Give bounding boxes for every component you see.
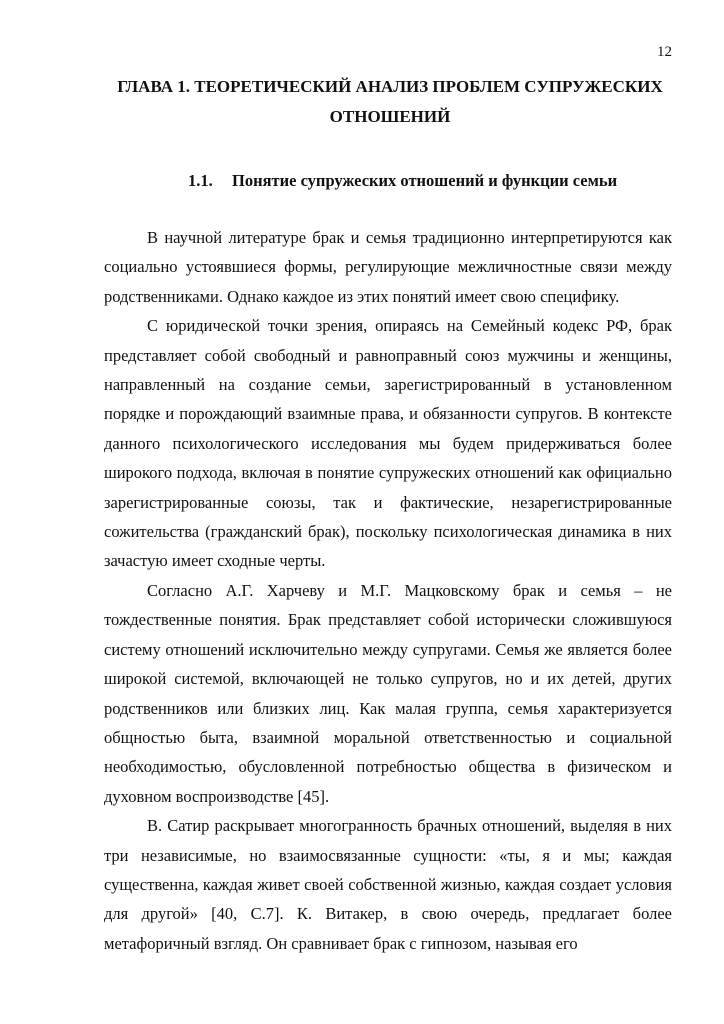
body-text	[104, 223, 672, 958]
paragraph: В. Сатир раскрывает многогранность брачных отношений, выделяя в них три независимые, но взаимосвязанные сущности: «ты, я и мы; каждая существенна, каждая живет своей собственной жизнью, каждая создает условия для другой» [40, С.7]. К. Витакер, в свою очередь, предлагает более метафоричный взгляд. Он сравнивает брак с гипнозом, называя его	[104, 816, 672, 953]
chapter-title: ГЛАВА 1. ТЕОРЕТИЧЕСКИЙ АНАЛИЗ ПРОБЛЕМ СУПРУЖЕСКИХ ОТНОШЕНИЙ	[117, 77, 663, 126]
section-heading	[188, 169, 688, 193]
page-number: 12	[657, 44, 672, 60]
paragraph: Согласно А.Г. Харчеву и М.Г. Мацковскому брак и семья – не тождественные понятия. Брак представляет собой исторически сложившуюся систему отношений исключительно между супругами. Семья же является более широкой системой, включающей не только супругов, но и их детей, других родственников или близких лиц. Как малая группа, семья характеризуется общностью быта, взаимной моральной ответственностью и социальной необходимостью, обусловленной потребностью общества в физическом и духовном воспроизводстве [45].	[104, 580, 672, 806]
section-number: 1.1.	[188, 171, 213, 190]
section-title: Понятие супружеских отношений и функции семьи	[232, 171, 618, 190]
paragraph: В научной литературе брак и семья традиционно интерпретируются как социально устоявшиеся формы, регулирующие межличностные связи между родственниками. Однако каждое из этих понятий имеет свою специфику.	[104, 228, 672, 306]
paragraph: С юридической точки зрения, опираясь на Семейный кодекс РФ, брак представляет собой свободный и равноправный союз мужчины и женщины, направленный на создание семьи, зарегистрированный в установленном порядке и порождающий взаимные права, и обязанности супругов. В контексте данного психологического исследования мы будем придерживаться более широкого подхода, включая в понятие супружеских отношений как официально зарегистрированные союзы, так и фактические, незарегистрированные сожительства (гражданский брак), поскольку психологическая динамика в них зачастую имеет сходные черты.	[104, 316, 672, 571]
